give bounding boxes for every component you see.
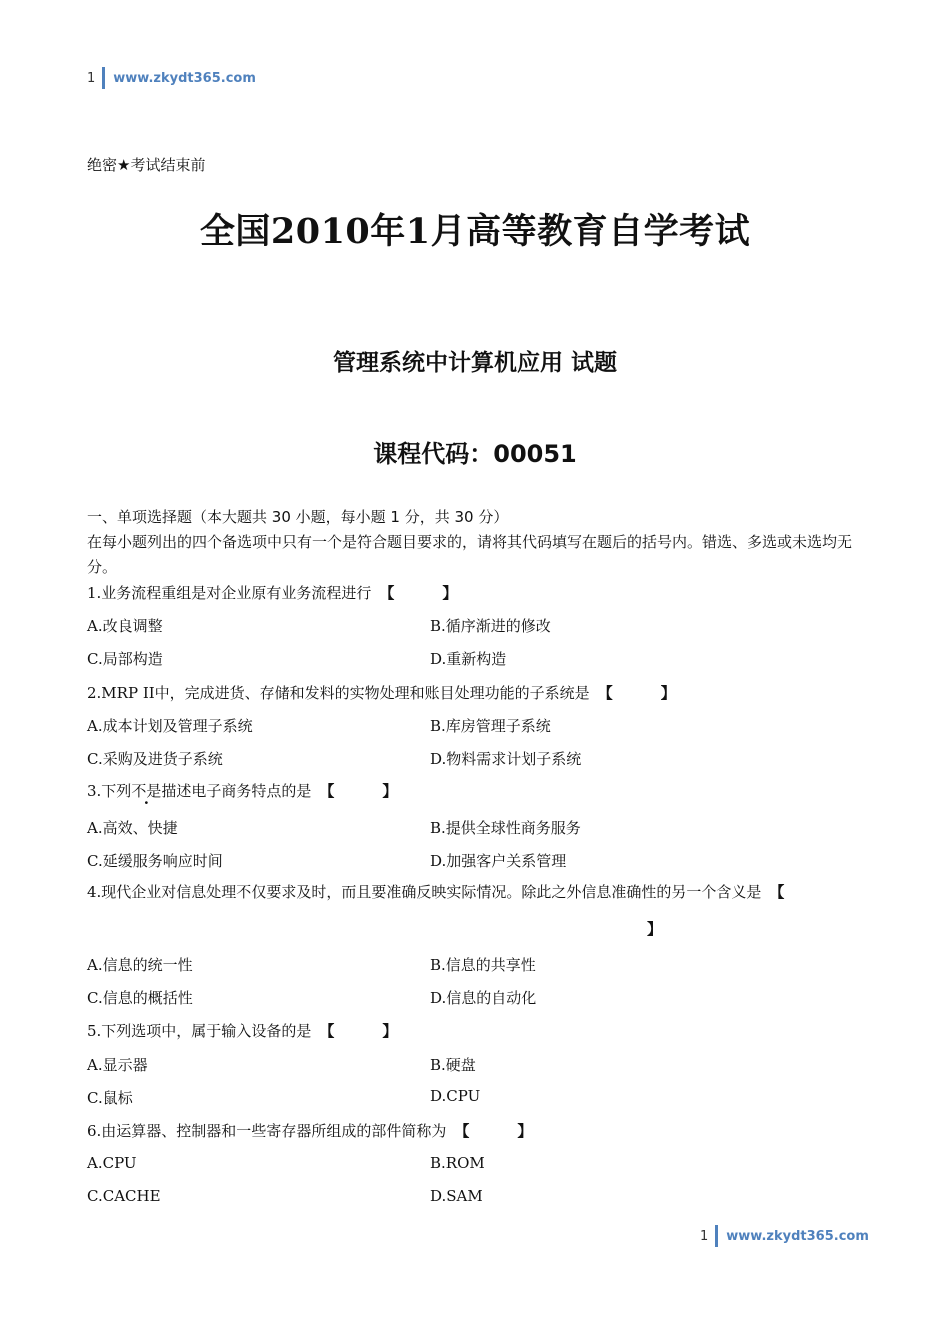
option-a: A.改良调整 [87, 617, 163, 635]
question-1 [87, 582, 457, 603]
option-d: D.CPU [430, 1087, 481, 1105]
option-d: D.信息的自动化 [430, 989, 537, 1007]
answer-bracket-open: 【 [597, 684, 613, 702]
option-c: C.鼠标 [87, 1089, 133, 1107]
answer-bracket-close: 】 [647, 920, 663, 938]
option-a: A.显示器 [87, 1056, 148, 1074]
answer-bracket-open: 【 [319, 1022, 335, 1040]
question-5 [87, 1020, 397, 1041]
question-2 [87, 682, 676, 703]
question-text: 1.业务流程重组是对企业原有业务流程进行 [87, 584, 372, 602]
answer-bracket-close: 】 [517, 1122, 533, 1140]
option-d: D.SAM [430, 1187, 483, 1205]
option-b: B.循序渐进的修改 [430, 617, 551, 635]
answer-bracket-close: 】 [382, 782, 398, 800]
question-6 [87, 1120, 532, 1141]
option-d: D.物料需求计划子系统 [430, 750, 582, 768]
answer-bracket-open: 【 [769, 883, 785, 901]
question-text-post: 描述电子商务特点的是 [161, 782, 312, 800]
page-footer [700, 1225, 869, 1247]
emphasized-text: 不是 [131, 782, 162, 800]
exam-title: 全国2010年1月高等教育自学考试 [199, 211, 751, 252]
answer-bracket-close: 】 [382, 1022, 398, 1040]
answer-bracket-close: 】 [660, 684, 676, 702]
header-divider [102, 67, 105, 89]
option-d: D.重新构造 [430, 650, 507, 668]
option-c: C.采购及进货子系统 [87, 750, 223, 768]
exam-subtitle: 管理系统中计算机应用 试题 [332, 350, 617, 376]
question-4 [87, 874, 865, 948]
question-text: 6.由运算器、控制器和一些寄存器所组成的部件简称为 [87, 1122, 447, 1140]
question-text: 5.下列选项中，属于输入设备的是 [87, 1022, 312, 1040]
answer-bracket-close: 】 [442, 584, 458, 602]
question-text: 4.现代企业对信息处理不仅要求及时，而且要准确反映实际情况。除此之外信息准确性的另一个含义是 [87, 883, 762, 901]
secret-label: 绝密★考试结束前 [87, 156, 206, 174]
option-b: B.库房管理子系统 [430, 717, 551, 735]
answer-bracket-open: 【 [454, 1122, 470, 1140]
footer-divider [715, 1225, 718, 1247]
option-b: B.ROM [430, 1154, 485, 1172]
section-heading: 一、单项选择题（本大题共 30 小题，每小题 1 分，共 30 分） [87, 508, 509, 526]
course-code: 课程代码：00051 [373, 440, 577, 468]
option-a: A.CPU [87, 1154, 137, 1172]
page-header [87, 67, 256, 89]
option-a: A.高效、快捷 [87, 819, 178, 837]
option-a: A.成本计划及管理子系统 [87, 717, 253, 735]
footer-url: www.zkydt365.com [726, 1228, 869, 1244]
answer-bracket-open: 【 [379, 584, 395, 602]
option-b: B.提供全球性商务服务 [430, 819, 581, 837]
option-c: C.CACHE [87, 1187, 161, 1205]
option-d: D.加强客户关系管理 [430, 852, 567, 870]
option-c: C.延缓服务响应时间 [87, 852, 223, 870]
header-url: www.zkydt365.com [113, 70, 256, 86]
question-text: 2.MRP II中，完成进货、存储和发料的实物处理和账目处理功能的子系统是 [87, 684, 590, 702]
option-c: C.局部构造 [87, 650, 163, 668]
answer-bracket-open: 【 [319, 782, 335, 800]
header-page-number: 1 [87, 70, 96, 86]
question-3 [87, 780, 397, 801]
option-a: A.信息的统一性 [87, 956, 193, 974]
section-instructions: 在每小题列出的四个备选项中只有一个是符合题目要求的，请将其代码填写在题后的括号内。错选、多选或未选均无分。 [87, 533, 853, 576]
footer-page-number: 1 [700, 1228, 709, 1244]
option-b: B.硬盘 [430, 1056, 476, 1074]
option-b: B.信息的共享性 [430, 956, 536, 974]
option-c: C.信息的概括性 [87, 989, 193, 1007]
question-text-pre: 3.下列 [87, 782, 132, 800]
